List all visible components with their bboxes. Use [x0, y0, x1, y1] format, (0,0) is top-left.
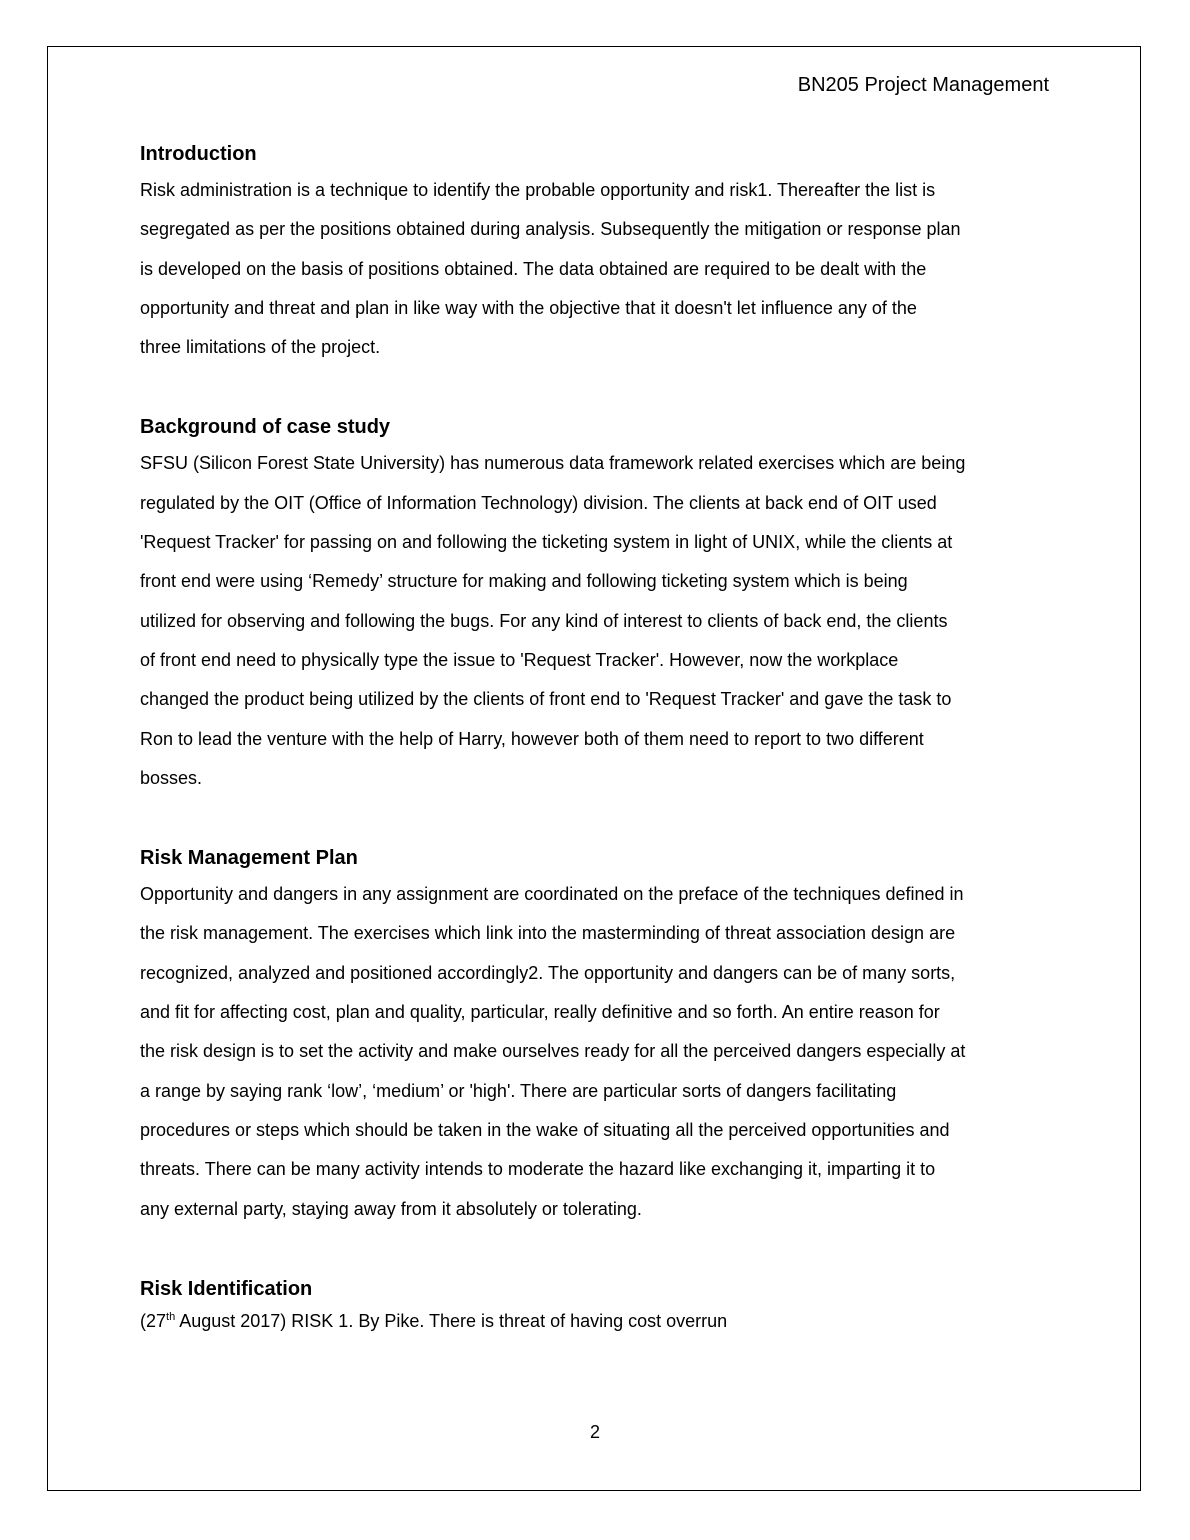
running-header: BN205 Project Management	[797, 74, 1049, 96]
section-paragraph	[140, 875, 1050, 1229]
paragraph-line: front end were using ‘Remedy’ structure for making and following ticketing system which is being	[140, 571, 908, 592]
document-body	[140, 141, 1050, 1336]
paragraph-line: Ron to lead the venture with the help of Harry, however both of them need to report to two different	[140, 728, 924, 749]
section-paragraph	[140, 1306, 1050, 1336]
paragraph-line: the risk design is to set the activity and make ourselves ready for all the perceived dangers especially at	[140, 1041, 966, 1062]
paragraph-line	[140, 1306, 1050, 1336]
paragraph-line: three limitations of the project.	[140, 337, 381, 358]
paragraph-line: Risk administration is a technique to identify the probable opportunity and risk1. Thereafter the list is	[140, 180, 936, 200]
section-spacer	[140, 798, 1050, 845]
paragraph-line: segregated as per the positions obtained during analysis. Subsequently the mitigation or response plan	[140, 219, 961, 240]
paragraph-line: is developed on the basis of positions obtained. The data obtained are required to be dealt with the	[140, 258, 927, 279]
paragraph-line: the risk management. The exercises which link into the masterminding of threat association design are	[140, 923, 956, 944]
paragraph-line: utilized for observing and following the bugs. For any kind of interest to clients of back end, the clients	[140, 610, 948, 631]
page-number: 2	[589, 1422, 600, 1442]
section-background	[140, 414, 1050, 798]
paragraph-line: regulated by the OIT (Office of Information Technology) division. The clients at back end of OIT used	[140, 492, 937, 513]
risk-date-prefix: (27	[140, 1310, 167, 1331]
paragraph-line: threats. There can be many activity intends to moderate the hazard like exchanging it, imparting it to	[140, 1159, 936, 1180]
paragraph-line: procedures or steps which should be taken in the wake of situating all the perceived opportunities and	[140, 1119, 950, 1140]
section-heading: Background of case study	[140, 416, 391, 439]
paragraph-line: 'Request Tracker' for passing on and following the ticketing system in light of UNIX, while the clients at	[140, 532, 953, 553]
section-heading: Risk Management Plan	[140, 847, 358, 870]
section-risk-identification	[140, 1276, 1050, 1336]
section-heading: Risk Identification	[140, 1277, 313, 1300]
paragraph-line: changed the product being utilized by the clients of front end to 'Request Tracker' and gave the task to	[140, 689, 952, 710]
paragraph-line: recognized, analyzed and positioned accordingly2. The opportunity and dangers can be of many sorts,	[140, 962, 956, 983]
section-risk-management-plan	[140, 845, 1050, 1229]
section-spacer	[140, 367, 1050, 414]
section-introduction	[140, 141, 1050, 367]
paragraph-line: of front end need to physically type the issue to 'Request Tracker'. However, now the workplace	[140, 649, 899, 670]
section-spacer	[140, 1229, 1050, 1276]
paragraph-line: a range by saying rank ‘low’, ‘medium’ or 'high'. There are particular sorts of dangers facilitating	[140, 1080, 897, 1101]
section-paragraph	[140, 444, 1050, 798]
ordinal-superscript: th	[166, 1310, 176, 1323]
section-heading: Introduction	[140, 143, 257, 165]
paragraph-line: opportunity and threat and plan in like way with the objective that it doesn't let influence any of the	[140, 297, 917, 318]
paragraph-line: Opportunity and dangers in any assignment are coordinated on the preface of the techniques defined in	[140, 884, 964, 905]
paragraph-line: SFSU (Silicon Forest State University) has numerous data framework related exercises which are being	[140, 453, 966, 474]
paragraph-line: any external party, staying away from it absolutely or tolerating.	[140, 1198, 642, 1219]
paragraph-line: bosses.	[140, 767, 203, 788]
risk-description: August 2017) RISK 1. By Pike. There is threat of having cost overrun	[175, 1310, 728, 1331]
paragraph-line: and fit for affecting cost, plan and quality, particular, really definitive and so forth. An entire reason for	[140, 1002, 940, 1023]
section-paragraph	[140, 171, 1050, 367]
